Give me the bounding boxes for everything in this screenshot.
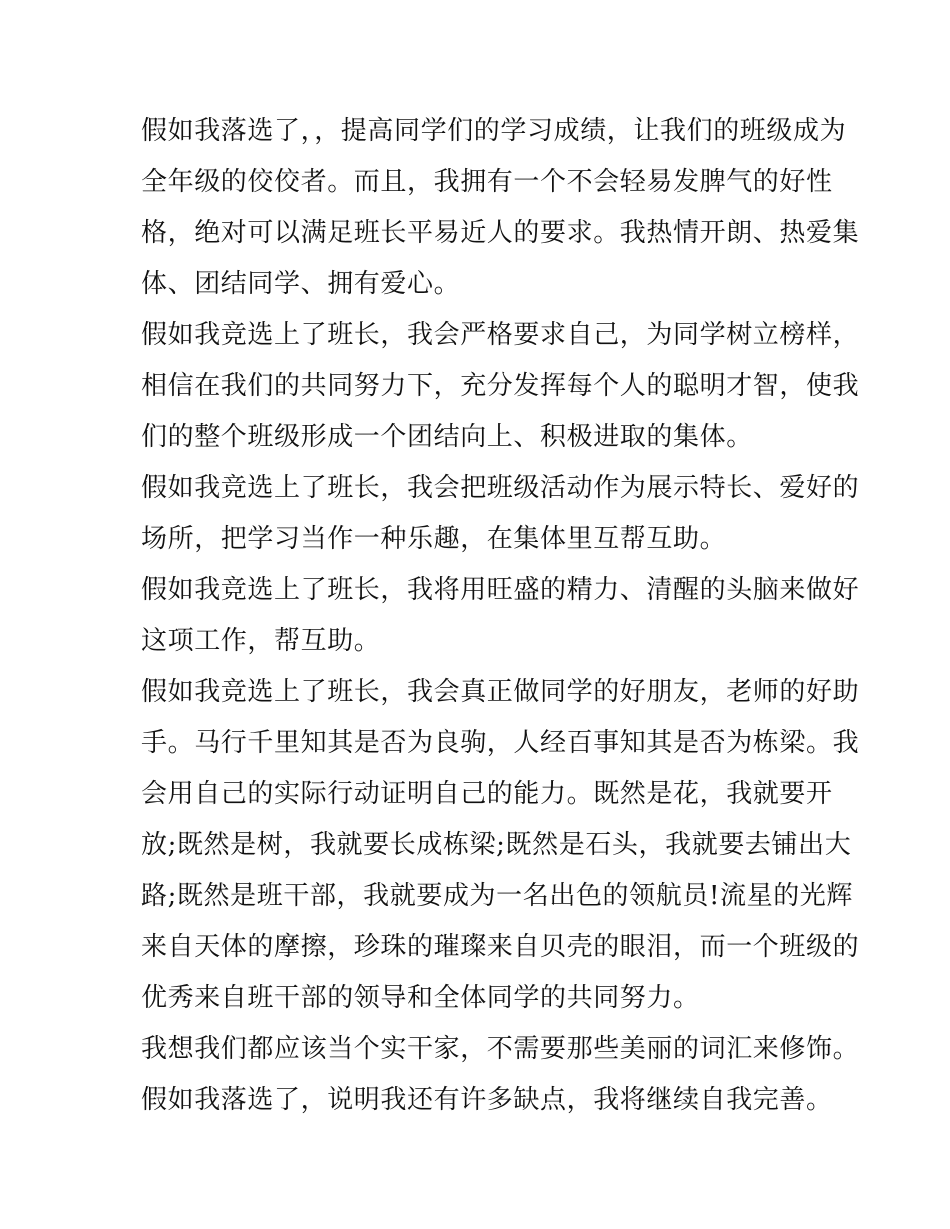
- text-line: 优秀来自班干部的领导和全体同学的共同努力。: [141, 983, 700, 1013]
- text-line: 来自天体的摩擦，珍珠的璀璨来自贝壳的眼泪，而一个班级的: [141, 932, 860, 962]
- text-line: 这项工作，帮互助。: [141, 626, 381, 656]
- text-line: 放;既然是树，我就要长成栋梁;既然是石头，我就要去铺出大: [141, 830, 852, 860]
- text-line: 假如我竞选上了班长，我会严格要求自己，为同学树立榜样，: [141, 320, 860, 350]
- text-line: 路;既然是班干部，我就要成为一名出色的领航员!流星的光辉: [141, 881, 854, 911]
- text-line: 场所，把学习当作一种乐趣，在集体里互帮互助。: [141, 524, 727, 554]
- document-body: [141, 106, 860, 1126]
- text-line: 全年级的佼佼者。而且，我拥有一个不会轻易发脾气的好性: [141, 167, 833, 197]
- text-line: 手。马行千里知其是否为良驹，人经百事知其是否为栋梁。我: [141, 728, 860, 758]
- text-line: 格，绝对可以满足班长平易近人的要求。我热情开朗、热爱集: [141, 218, 860, 248]
- text-line: 假如我竞选上了班长，我将用旺盛的精力、清醒的头脑来做好: [141, 575, 860, 605]
- text-line: 体、团结同学、拥有爱心。: [141, 269, 461, 299]
- text-line: 假如我落选了，说明我还有许多缺点，我将继续自我完善。: [141, 1085, 833, 1115]
- text-line: 相信在我们的共同努力下，充分发挥每个人的聪明才智，使我: [141, 371, 860, 401]
- text-line: 会用自己的实际行动证明自己的能力。既然是花，我就要开: [141, 779, 833, 809]
- text-line: 假如我竞选上了班长，我会把班级活动作为展示特长、爱好的: [141, 473, 860, 503]
- text-line: 我想我们都应该当个实干家，不需要那些美丽的词汇来修饰。: [141, 1034, 860, 1064]
- text-line: 假如我落选了，，提高同学们的学习成绩，让我们的班级成为: [141, 116, 847, 146]
- text-line: 们的整个班级形成一个团结向上、积极进取的集体。: [141, 422, 753, 452]
- text-line: 假如我竞选上了班长，我会真正做同学的好朋友，老师的好助: [141, 677, 860, 707]
